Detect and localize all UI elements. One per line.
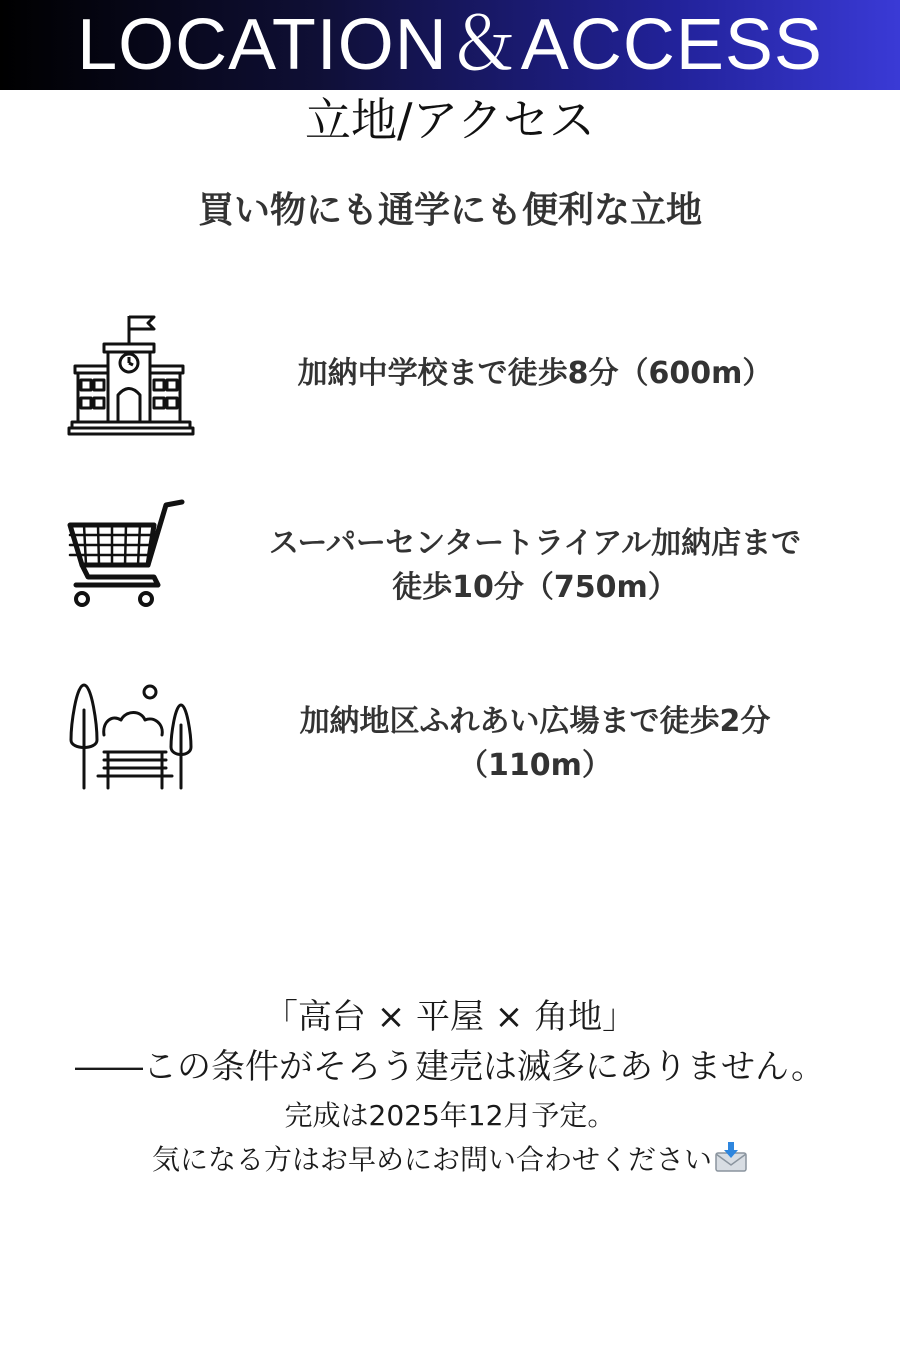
page-subtitle: 立地/アクセス (304, 93, 596, 147)
banner-title: LOCATION＆ACCESS (77, 5, 823, 85)
feature-supermarket-text (200, 522, 870, 610)
envelope-arrow-icon (714, 1141, 748, 1184)
feature-school-text (200, 352, 870, 396)
feature-supermarket-line-2: 徒歩10分（750m） (392, 570, 678, 605)
closing-statement: ――この条件がそろう建売は滅多にありません。 (74, 1047, 826, 1087)
feature-park-line-1: 加納地区ふれあい広場まで徒歩2分 (299, 704, 771, 739)
closing-tagline: 「高台 × 平屋 × 角地」 (263, 997, 637, 1037)
feature-supermarket-line-1: スーパーセンタートライアル加納店まで (268, 526, 802, 561)
school-icon (66, 310, 196, 444)
park-bench-icon (66, 680, 196, 799)
feature-park-line-2: （110m） (458, 748, 612, 783)
feature-park-text (200, 700, 870, 788)
shopping-cart-icon (66, 495, 196, 619)
contact-cta (0, 1140, 900, 1184)
completion-date: 完成は2025年12月予定。 (284, 1099, 616, 1132)
feature-school-line: 加納中学校まで徒歩8分（600m） (297, 356, 773, 391)
title-banner (0, 0, 900, 90)
lead-heading: 買い物にも通学にも便利な立地 (197, 190, 702, 231)
contact-cta-text: 気になる方はお早めにお問い合わせください (151, 1143, 712, 1176)
